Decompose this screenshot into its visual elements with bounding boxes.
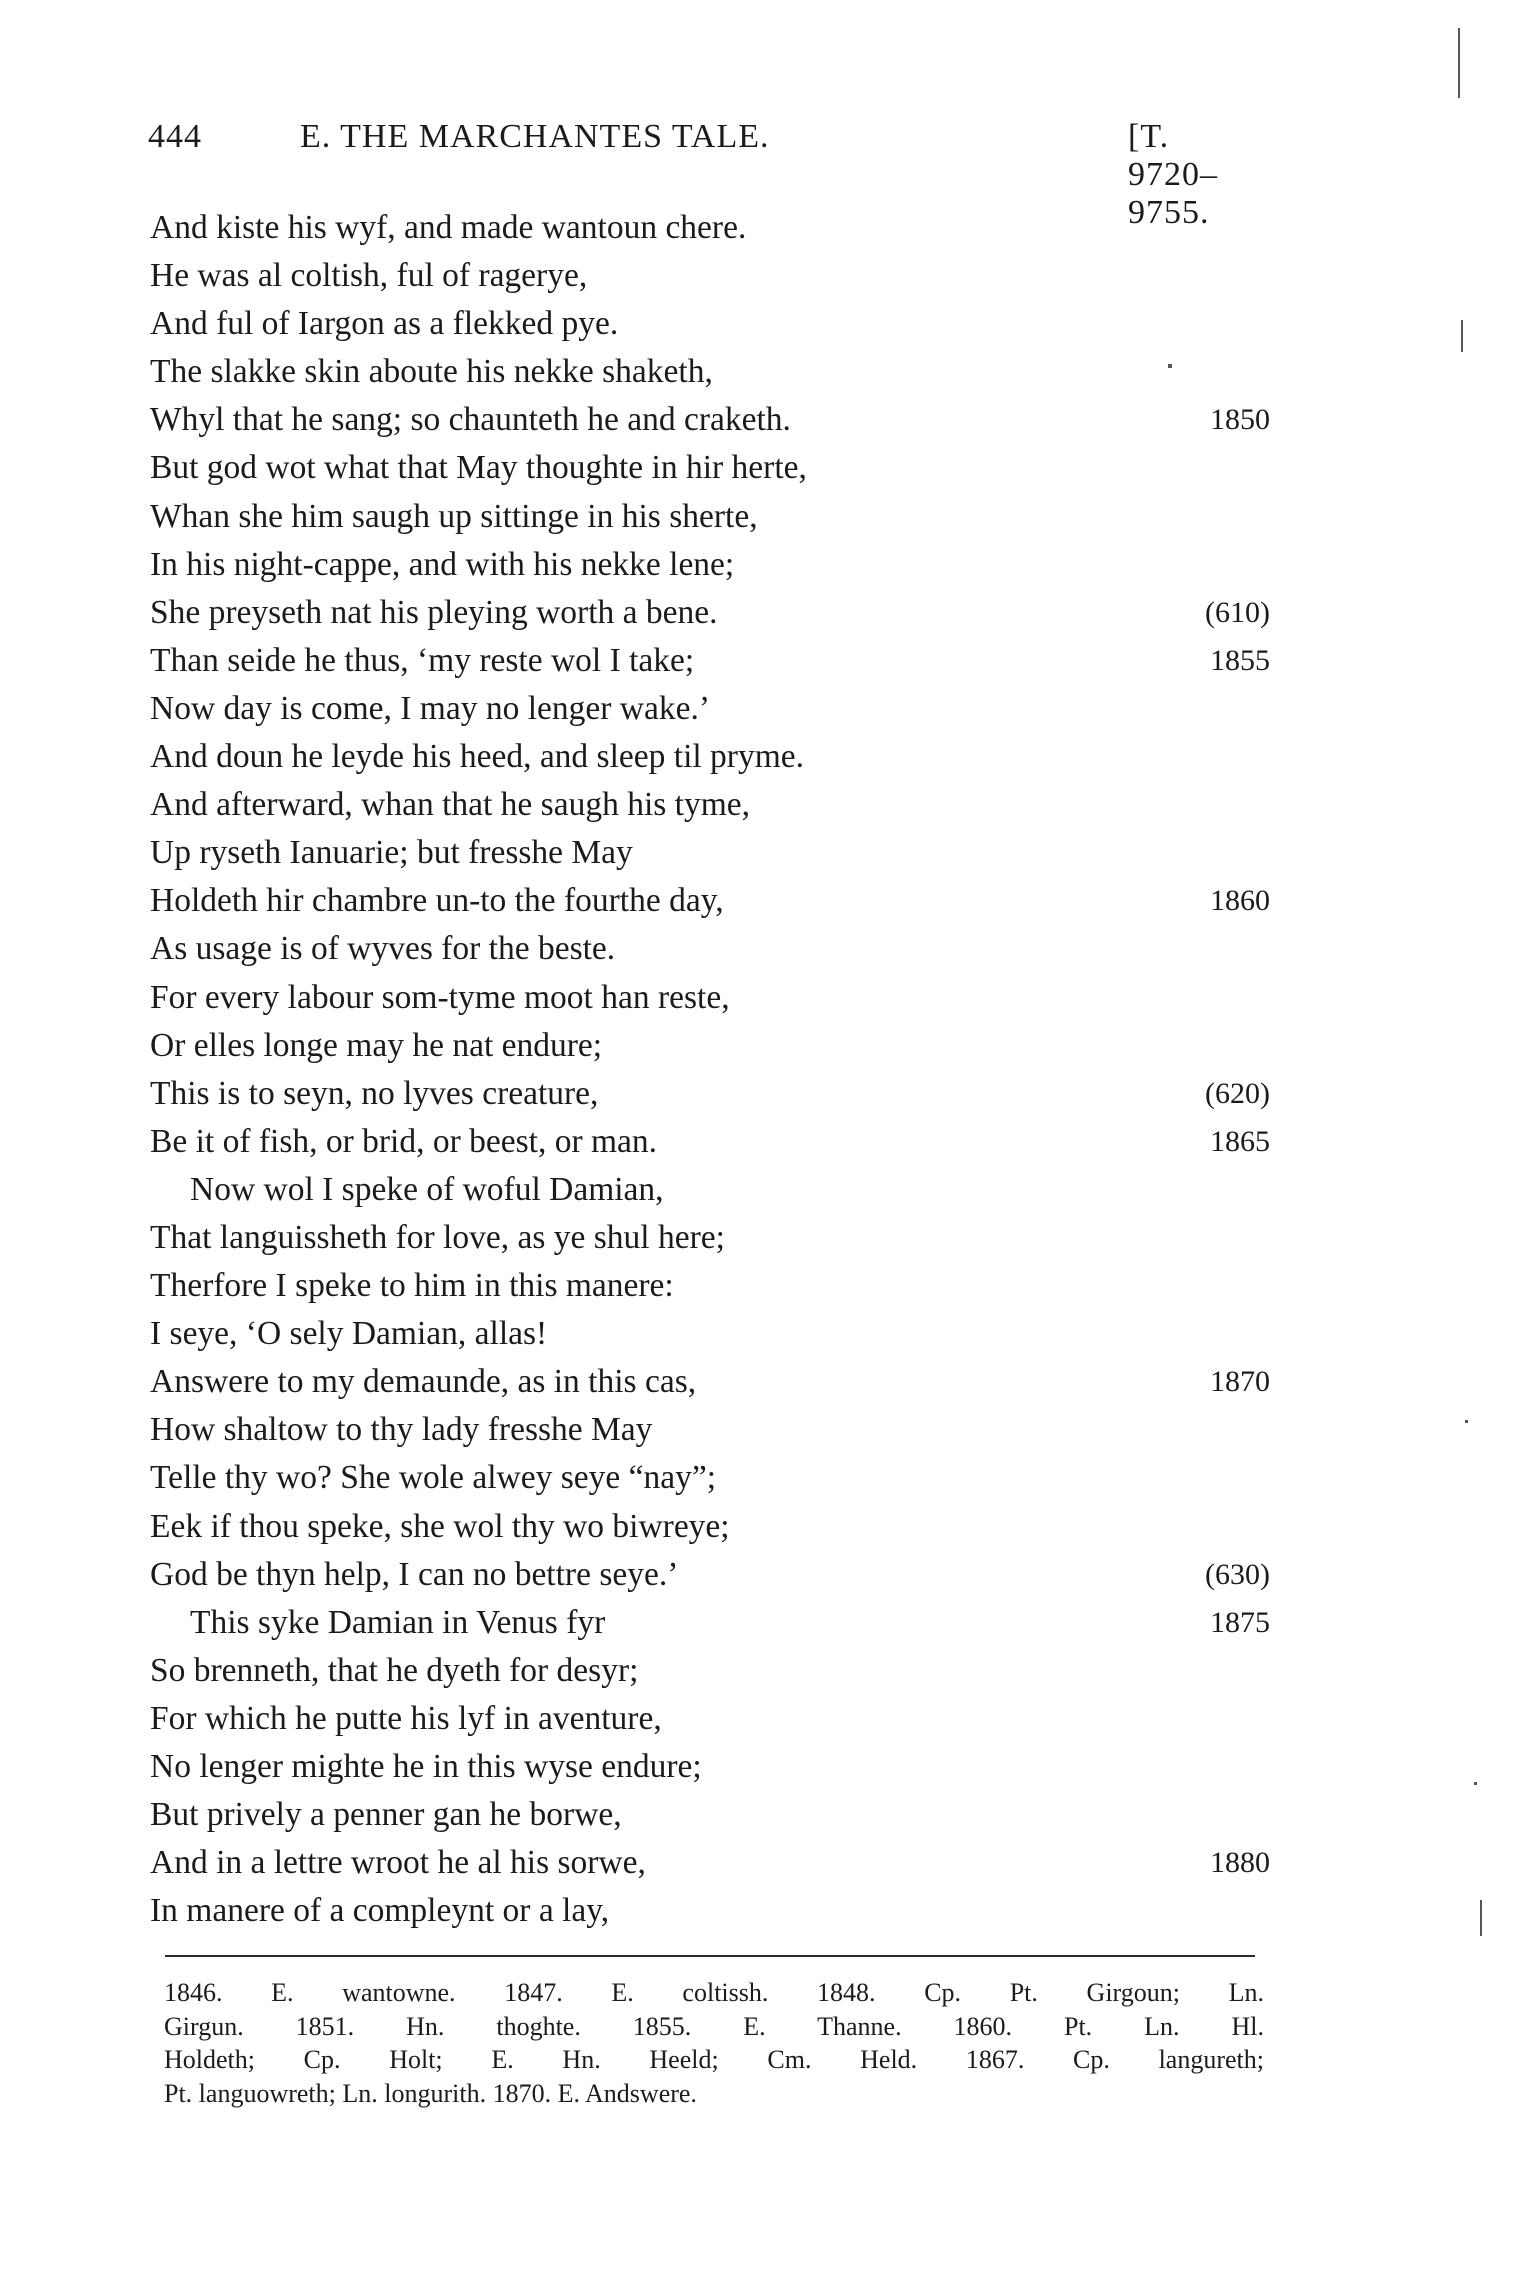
- line-number: 1860: [1210, 884, 1270, 918]
- verse-line: [150, 300, 1270, 348]
- line-number: (630): [1205, 1557, 1270, 1591]
- verse-text: Than seide he thus, ‘my reste wol I take;: [150, 641, 695, 679]
- verse-line: [150, 1214, 1270, 1262]
- verse-line: [150, 348, 1270, 396]
- verse-text: Therfore I speke to him in this manere:: [150, 1267, 674, 1305]
- line-number: 1850: [1210, 403, 1270, 437]
- line-number: 1865: [1210, 1124, 1270, 1158]
- verse-line: [150, 589, 1270, 637]
- verse-line: [150, 1118, 1270, 1166]
- verse-line: [150, 1262, 1270, 1310]
- verse-text: Up ryseth Ianuarie; but fresshe May: [150, 834, 633, 872]
- line-number: 1855: [1210, 643, 1270, 677]
- footnote-rule: [165, 1955, 1255, 1957]
- verse-text: In his night-cappe, and with his nekke lene;: [150, 545, 735, 583]
- verse-text: Whyl that he sang; so chaunteth he and craketh.: [150, 401, 791, 439]
- verse-line: [150, 1839, 1270, 1887]
- verse-text: Whan she him saugh up sittinge in his sherte,: [150, 497, 758, 535]
- verse-line: [150, 252, 1270, 300]
- verse-text: This is to seyn, no lyves creature,: [150, 1074, 599, 1112]
- verse-text: And ful of Iargon as a flekked pye.: [150, 305, 619, 343]
- verse-text: For which he putte his lyf in aventure,: [150, 1699, 662, 1737]
- line-number: 1880: [1210, 1846, 1270, 1880]
- verse-text: Eek if thou speke, she wol thy wo biwreye;: [150, 1507, 730, 1545]
- verse-text: Telle thy wo? She wole alwey seye “nay”;: [150, 1459, 717, 1497]
- verse-line: [150, 829, 1270, 877]
- footnote-line: Holdeth; Cp. Holt; E. Hn. Heeld; Cm. Held. 1867. Cp. langureth;: [164, 2045, 1264, 2074]
- verse-line: [150, 1070, 1270, 1118]
- verse-text: As usage is of wyves for the beste.: [150, 930, 616, 968]
- verse-text: And kiste his wyf, and made wantoun chere.: [150, 209, 747, 246]
- verse-line: [150, 1695, 1270, 1743]
- verse-line: [150, 1022, 1270, 1070]
- verse-text: So brenneth, that he dyeth for desyr;: [150, 1651, 639, 1689]
- verse-line: [150, 1551, 1270, 1599]
- verse-text: She preyseth nat his pleying worth a bene.: [150, 593, 718, 631]
- verse-line: [150, 1358, 1270, 1406]
- verse-line: [150, 685, 1270, 733]
- verse-text: Be it of fish, or brid, or beest, or man.: [150, 1122, 658, 1160]
- verse-line: [150, 1406, 1270, 1454]
- verse-line: [150, 1166, 1270, 1214]
- verse-line: [150, 974, 1270, 1022]
- verse-line: [150, 925, 1270, 973]
- verse-text: Holdeth hir chambre un-to the fourthe day,: [150, 882, 724, 920]
- verse-text: The slakke skin aboute his nekke shaketh,: [150, 353, 713, 391]
- verse-line: [150, 541, 1270, 589]
- verse-text: But god wot what that May thoughte in hir herte,: [150, 449, 807, 487]
- line-number: 1870: [1210, 1365, 1270, 1399]
- verse-text: He was al coltish, ful of ragerye,: [150, 257, 588, 295]
- verse-text: This syke Damian in Venus fyr: [190, 1603, 606, 1641]
- verse-line: [150, 1454, 1270, 1502]
- verse-line: [150, 877, 1270, 925]
- verse-text: Answere to my demaunde, as in this cas,: [150, 1363, 697, 1401]
- verse-line: [150, 1310, 1270, 1358]
- verse-line: [150, 733, 1270, 781]
- verse-line: [150, 396, 1270, 444]
- verse-line: [150, 1791, 1270, 1839]
- poem-text: [150, 204, 1270, 1935]
- verse-text: Or elles longe may he nat endure;: [150, 1026, 603, 1064]
- running-title: E. THE MARCHANTES TALE.: [300, 118, 770, 155]
- verse-line: [150, 1599, 1270, 1647]
- verse-line: [150, 1647, 1270, 1695]
- line-number: (610): [1205, 595, 1270, 629]
- footnote-line: 1846. E. wantowne. 1847. E. coltissh. 1848. Cp. Pt. Girgoun; Ln.: [164, 1978, 1264, 2007]
- verse-line: [150, 637, 1270, 685]
- verse-text: No lenger mighte he in this wyse endure;: [150, 1748, 702, 1785]
- verse-text: But prively a penner gan he borwe,: [150, 1796, 622, 1834]
- verse-text: In manere of a compleynt or a lay,: [150, 1892, 610, 1930]
- verse-line: [150, 444, 1270, 492]
- verse-text: For every labour som-tyme moot han reste,: [150, 978, 730, 1016]
- verse-line: [150, 781, 1270, 829]
- verse-text: Now wol I speke of woful Damian,: [190, 1170, 664, 1208]
- verse-text: And doun he leyde his heed, and sleep til pryme.: [150, 738, 805, 776]
- verse-text: God be thyn help, I can no bettre seye.’: [150, 1555, 679, 1593]
- page-number: 444: [148, 118, 202, 155]
- line-range: [T. 9720–9755.: [1128, 118, 1218, 231]
- line-number: (620): [1205, 1076, 1270, 1110]
- verse-line: [150, 1503, 1270, 1551]
- textual-notes: [164, 1976, 1264, 2110]
- verse-text: How shaltow to thy lady fresshe May: [150, 1411, 653, 1449]
- verse-line: [150, 493, 1270, 541]
- verse-text: I seye, ‘O sely Damian, allas!: [150, 1315, 548, 1353]
- verse-line: [150, 1887, 1270, 1935]
- line-number: 1875: [1210, 1605, 1270, 1639]
- verse-text: And afterward, whan that he saugh his tyme,: [150, 786, 751, 824]
- verse-line: [150, 1743, 1270, 1791]
- footnote-line: Pt. languowreth; Ln. longurith. 1870. E. Andswere.: [164, 2078, 697, 2108]
- verse-text: And in a lettre wroot he al his sorwe,: [150, 1844, 646, 1882]
- verse-line: [150, 204, 1270, 252]
- footnote-line: Girgun. 1851. Hn. thoghte. 1855. E. Thanne. 1860. Pt. Ln. Hl.: [164, 2011, 1264, 2041]
- verse-text: That languissheth for love, as ye shul here;: [150, 1218, 725, 1256]
- verse-text: Now day is come, I may no lenger wake.’: [150, 689, 711, 727]
